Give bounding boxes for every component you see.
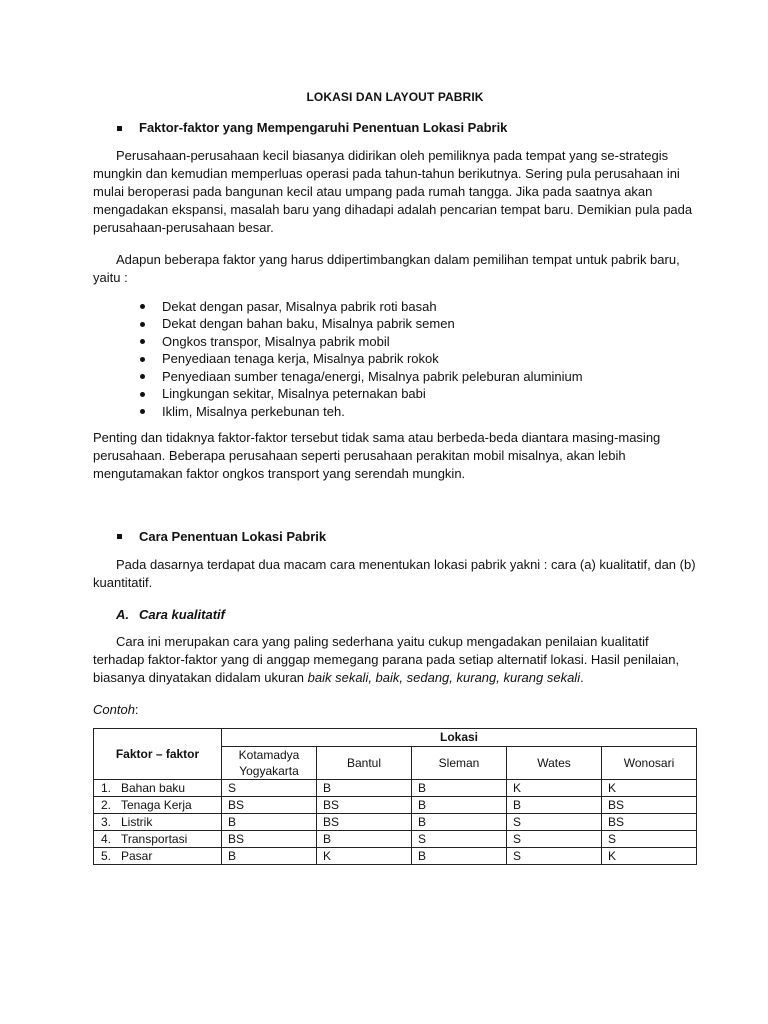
paragraph: Penting dan tidaknya faktor-faktor tersebut tidak sama atau berbeda-beda diantara masing-masing perusahaan. Beberapa perusahaan seperti perusahaan perakitan mobil misalnya, akan lebih mengutamakan faktor ongkos transport yang serendah mungkin. [93,429,661,481]
bullet-icon [140,357,145,362]
factor-cell: 1. Bahan baku [94,779,222,796]
rating-cell: BS [222,796,317,813]
list-item: Lingkungan sekitar, Misalnya peternakan babi [93,386,697,404]
sub-heading-letter: A. [116,606,129,622]
column-header-location: Wonosari [602,746,697,779]
document-title: LOKASI DAN LAYOUT PABRIK [306,90,484,104]
column-header-location: Kotamadya Yogyakarta [222,746,317,779]
column-header-faktor: Faktor – faktor [94,728,222,779]
rating-cell: K [602,847,697,864]
rating-cell: BS [317,813,412,830]
section-heading-text: Cara Penentuan Lokasi Pabrik [139,528,327,544]
paragraph: Perusahaan-perusahaan kecil biasanya didirikan oleh pemiliknya pada tempat yang se-strategis mungkin dan kemudian memperluas operasi pada tahun-tahun berikutnya. Sering pula perusahaan ini mulai beroperasi pada bangunan kecil atau umpang pada rumah tangga. Jika pada saatnya akan mengadakan ekspansi, masalah baru yang dihadapi adalah pencarian tempat baru. Demikian pula pada perusahaan-perusahaan besar. [93,148,693,235]
rating-cell: B [507,796,602,813]
rating-cell: B [317,779,412,796]
bullet-icon [140,339,145,344]
section-heading-text: Faktor-faktor yang Mempengaruhi Penentuan Lokasi Pabrik [139,120,508,135]
column-header-location: Bantul [317,746,412,779]
table-row [94,847,697,864]
table-row [94,796,697,813]
rating-cell: BS [602,813,697,830]
rating-cell: K [507,779,602,796]
rating-cell: K [602,779,697,796]
rating-cell: B [222,813,317,830]
rating-cell: B [317,830,412,847]
table-row [94,779,697,796]
sub-heading-kualitatif [93,606,697,624]
table-row [94,813,697,830]
bullet-icon [140,304,145,309]
bullet-icon [140,374,145,379]
location-rating-table [93,728,697,865]
section-heading-faktor [93,119,697,137]
factor-cell: 3. Listrik [94,813,222,830]
rating-cell: S [602,830,697,847]
column-header-location: Wates [507,746,602,779]
rating-cell: BS [602,796,697,813]
rating-cell: S [507,830,602,847]
bullet-icon [140,409,145,414]
rating-cell: S [507,813,602,830]
rating-cell: B [412,813,507,830]
column-header-location: Sleman [412,746,507,779]
rating-cell: B [412,779,507,796]
table-row [94,830,697,847]
rating-cell: B [222,847,317,864]
paragraph: Adapun beberapa faktor yang harus ddipertimbangkan dalam pemilihan tempat untuk pabrik baru, yaitu : [93,252,680,285]
list-item: Iklim, Misalnya perkebunan teh. [93,403,697,421]
list-item: Ongkos transpor, Misalnya pabrik mobil [93,333,697,351]
rating-cell: BS [222,830,317,847]
rating-cell: BS [317,796,412,813]
square-bullet-icon [117,534,122,539]
factor-list [93,298,697,421]
document-page [93,88,697,865]
example-label: Contoh: [93,701,139,717]
list-item: Penyediaan tenaga kerja, Misalnya pabrik rokok [93,351,697,369]
factor-cell: 4. Transportasi [94,830,222,847]
paragraph: Cara ini merupakan cara yang paling sederhana yaitu cukup mengadakan penilaian kualitatif terhadap faktor-faktor yang di anggap memegang parana pada setiap alternatif lokasi. Hasil penilaian, biasanya dinyatakan didalam ukuran baik sekali, baik, sedang, kurang, kurang sekali. [93,633,680,685]
rating-cell: S [412,830,507,847]
square-bullet-icon [117,126,122,131]
bullet-icon [140,322,145,327]
list-item: Dekat dengan bahan baku, Misalnya pabrik semen [93,316,697,334]
rating-cell: S [222,779,317,796]
rating-cell: B [412,847,507,864]
list-item: Dekat dengan pasar, Misalnya pabrik roti basah [93,298,697,316]
factor-cell: 5. Pasar [94,847,222,864]
bullet-icon [140,392,145,397]
paragraph: Pada dasarnya terdapat dua macam cara menentukan lokasi pabrik yakni : cara (a) kualitatif, dan (b) kuantitatif. [93,556,696,590]
section-heading-cara [93,528,697,546]
list-item: Penyediaan sumber tenaga/energi, Misalnya pabrik peleburan aluminium [93,368,697,386]
column-header-lokasi: Lokasi [222,728,697,746]
rating-scale-text: baik sekali, baik, sedang, kurang, kurang sekali [307,669,581,685]
rating-cell: K [317,847,412,864]
sub-heading-text: Cara kualitatif [139,606,225,622]
factor-cell: 2. Tenaga Kerja [94,796,222,813]
rating-cell: B [412,796,507,813]
rating-cell: S [507,847,602,864]
